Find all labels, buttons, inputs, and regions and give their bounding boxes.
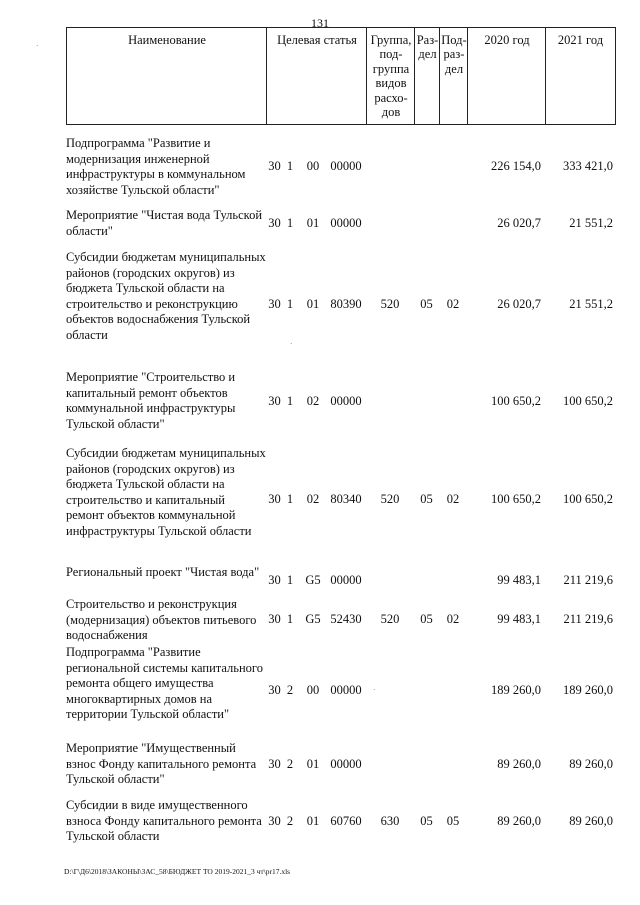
row-program: 30 — [268, 683, 281, 697]
row-program: 30 — [268, 814, 281, 828]
row-measure: 01 — [306, 216, 320, 230]
row-name: Подпрограмма "Развитие региональной системы капитального ремонта общего имущества многоквартирных домов на территории Тульской области" — [66, 645, 263, 721]
row-section: 05 — [420, 814, 433, 828]
row-2021: 100 650,2 — [563, 492, 613, 506]
row-name: Строительство и реконструкция (модернизация) объектов питьевого водоснабжения — [66, 597, 257, 642]
row-subsection: 05 — [446, 814, 460, 828]
row-2021: 89 260,0 — [569, 757, 613, 771]
row-measure: G5 — [305, 573, 321, 587]
scan-speck: · — [373, 686, 376, 694]
row-subprogram: 1 — [286, 394, 294, 408]
header-name: Наименование — [66, 27, 267, 125]
row-program: 30 — [268, 573, 281, 587]
row-name: Региональный проект "Чистая вода" — [66, 565, 260, 579]
row-measure: 02 — [306, 394, 320, 408]
row-name: Мероприятие "Строительство и капитальный ремонт объектов коммунальной инфраструктуры Тульской области" — [66, 370, 236, 431]
row-code: 60760 — [330, 814, 362, 828]
row-measure: G5 — [305, 612, 321, 626]
row-subprogram: 1 — [286, 216, 294, 230]
row-group: 520 — [380, 492, 400, 506]
row-section: 05 — [420, 612, 433, 626]
scan-speck: · — [36, 42, 39, 50]
row-program: 30 — [268, 216, 281, 230]
header-year-2020: 2020 год — [467, 27, 546, 125]
row-subprogram: 1 — [286, 297, 294, 311]
row-code: 00000 — [330, 683, 362, 697]
row-2021: 21 551,2 — [569, 297, 613, 311]
row-measure: 00 — [306, 159, 320, 173]
row-code: 80390 — [330, 297, 362, 311]
scan-speck: · — [290, 340, 293, 348]
row-subsection: 02 — [446, 297, 460, 311]
row-2021: 211 219,6 — [563, 612, 613, 626]
row-program: 30 — [268, 612, 281, 626]
row-subprogram: 2 — [286, 757, 294, 771]
row-code: 00000 — [330, 216, 362, 230]
row-2021: 333 421,0 — [563, 159, 613, 173]
row-subsection: 02 — [446, 492, 460, 506]
row-group: 520 — [380, 612, 400, 626]
row-2020: 189 260,0 — [491, 683, 541, 697]
header-year-2021: 2021 год — [545, 27, 616, 125]
row-program: 30 — [268, 297, 281, 311]
row-subsection: 02 — [446, 612, 460, 626]
row-2021: 100 650,2 — [563, 394, 613, 408]
row-code: 80340 — [330, 492, 362, 506]
row-subprogram: 1 — [286, 492, 294, 506]
row-2020: 100 650,2 — [491, 492, 541, 506]
row-section: 05 — [420, 492, 433, 506]
row-2021: 211 219,6 — [563, 573, 613, 587]
row-program: 30 — [268, 492, 281, 506]
row-2021: 21 551,2 — [569, 216, 613, 230]
header-subsection: Под- раз- дел — [439, 27, 468, 125]
row-code: 00000 — [330, 159, 362, 173]
page-number: 131 — [311, 16, 329, 30]
row-measure: 00 — [306, 683, 320, 697]
row-subprogram: 2 — [286, 683, 294, 697]
row-name: Субсидии бюджетам муниципальных районов (городских округов) из бюджета Тульской области на строительство и капитальный ремонт объектов коммунальной инфраструктуры Тульской области — [66, 446, 266, 538]
row-2020: 89 260,0 — [497, 757, 541, 771]
row-2020: 26 020,7 — [497, 216, 541, 230]
row-2021: 189 260,0 — [563, 683, 613, 697]
row-program: 30 — [268, 394, 281, 408]
row-2020: 226 154,0 — [491, 159, 541, 173]
row-program: 30 — [268, 757, 281, 771]
row-2020: 99 483,1 — [497, 573, 541, 587]
row-subprogram: 2 — [286, 814, 294, 828]
row-measure: 01 — [306, 814, 320, 828]
row-program: 30 — [268, 159, 281, 173]
row-code: 00000 — [330, 573, 362, 587]
row-code: 00000 — [330, 757, 362, 771]
row-code: 00000 — [330, 394, 362, 408]
row-measure: 01 — [306, 297, 320, 311]
file-path-footer: D:\Г\Д6\2018\ЗАКОНЫ\ЗАС_58\БЮДЖЕТ ТО 2019-2021_3 чт\pr17.xls — [64, 867, 291, 876]
row-code: 52430 — [330, 612, 362, 626]
row-subprogram: 1 — [286, 612, 294, 626]
header-group: Группа, под- группа видов расхо- дов — [366, 27, 415, 125]
row-name: Мероприятие "Чистая вода Тульской области" — [66, 208, 263, 238]
row-2021: 89 260,0 — [569, 814, 613, 828]
row-measure: 01 — [306, 757, 320, 771]
row-2020: 26 020,7 — [497, 297, 541, 311]
row-subprogram: 1 — [286, 573, 294, 587]
row-name: Субсидии в виде имущественного взноса Фонду капитального ремонта Тульской области — [66, 798, 262, 843]
row-group: 520 — [380, 297, 400, 311]
row-measure: 02 — [306, 492, 320, 506]
row-section: 05 — [420, 297, 433, 311]
row-name: Субсидии бюджетам муниципальных районов (городских округов) из бюджета Тульской области на строительство и реконструкцию объектов водоснабжения Тульской области — [66, 250, 266, 342]
row-subprogram: 1 — [286, 159, 294, 173]
row-name: Мероприятие "Имущественный взнос Фонду капитального ремонта Тульской области" — [66, 741, 257, 786]
row-2020: 100 650,2 — [491, 394, 541, 408]
row-name: Подпрограмма "Развитие и модернизация инженерной инфраструктуры в коммунальном хозяйстве Тульской области" — [66, 136, 246, 197]
header-target: Целевая статья — [266, 27, 367, 125]
row-group: 630 — [380, 814, 400, 828]
header-section: Раз- дел — [414, 27, 440, 125]
row-2020: 99 483,1 — [497, 612, 541, 626]
row-2020: 89 260,0 — [497, 814, 541, 828]
